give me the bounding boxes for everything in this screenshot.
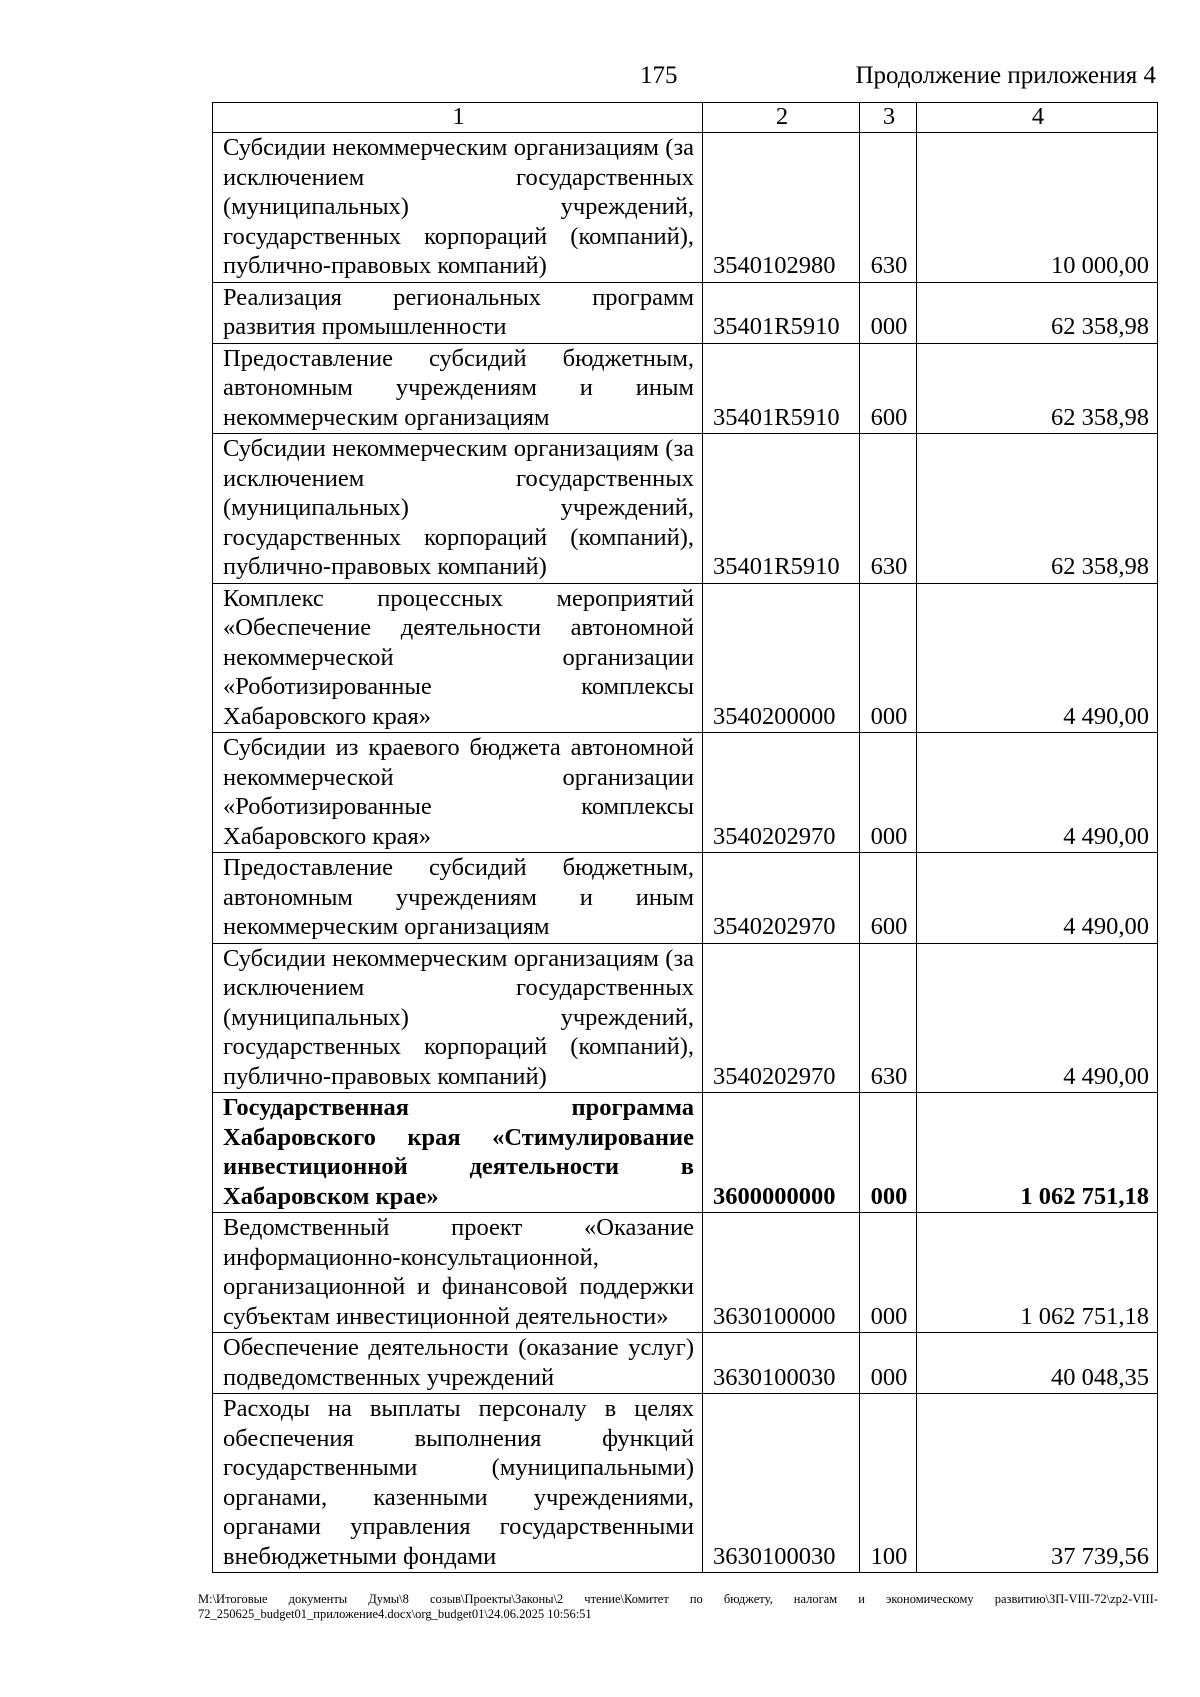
row-code-cell: 35401R5910 xyxy=(703,343,860,434)
row-sum-cell: 40 048,35 xyxy=(917,1333,1158,1394)
table-row xyxy=(213,282,1158,343)
table-row xyxy=(213,133,1158,283)
row-name-cell: Субсидии из краевого бюджета автономной некоммерческой организации «Роботизированные комплексы Хабаровского края» xyxy=(213,733,703,853)
row-name-cell: Ведомственный проект «Оказание информационно-консультационной, организационной и финансовой поддержки субъектам инвестиционной деятельности» xyxy=(213,1213,703,1333)
row-name-cell: Расходы на выплаты персоналу в целях обеспечения выполнения функций государственными (муниципальными) органами, казенными учреждениями, органами управления государственными внебюджетными фондами xyxy=(213,1394,703,1573)
table-row xyxy=(213,343,1158,434)
row-sum-cell: 62 358,98 xyxy=(917,282,1158,343)
row-type-cell: 000 xyxy=(860,583,917,733)
footer-file-path: М:\Итоговые документы Думы\8 созыв\Проекты\Законы\2 чтение\Комитет по бюджету, налогам и экономическому развитию\ЗП-VIII-72\zp2-VIII-72_250625_budget01_приложение4.docx\org_budget01\24.06.2025 10:56:51 xyxy=(198,1592,1158,1621)
row-type-cell: 000 xyxy=(860,282,917,343)
table-row xyxy=(213,1394,1158,1573)
row-code-cell: 3630100030 xyxy=(703,1333,860,1394)
row-name-cell: Государственная программа Хабаровского края «Стимулирование инвестиционной деятельности в Хабаровском крае» xyxy=(213,1093,703,1213)
table-row xyxy=(213,583,1158,733)
table-row xyxy=(213,733,1158,853)
table-row xyxy=(213,1333,1158,1394)
header-cell-1: 1 xyxy=(213,103,703,133)
row-name-cell: Субсидии некоммерческим организациям (за исключением государственных (муниципальных) учреждений, государственных корпораций (компаний), публично-правовых компаний) xyxy=(213,943,703,1093)
table-row xyxy=(213,434,1158,584)
row-sum-cell: 37 739,56 xyxy=(917,1394,1158,1573)
row-name-cell: Предоставление субсидий бюджетным, автономным учреждениям и иным некоммерческим организациям xyxy=(213,853,703,944)
budget-table xyxy=(212,102,1158,1573)
row-code-cell: 3600000000 xyxy=(703,1093,860,1213)
row-code-cell: 35401R5910 xyxy=(703,282,860,343)
table-row-program-total xyxy=(213,1093,1158,1213)
row-name-cell: Комплекс процессных мероприятий «Обеспечение деятельности автономной некоммерческой организации «Роботизированные комплексы Хабаровского края» xyxy=(213,583,703,733)
row-code-cell: 3630100000 xyxy=(703,1213,860,1333)
table-row xyxy=(213,943,1158,1093)
row-sum-cell: 4 490,00 xyxy=(917,943,1158,1093)
row-sum-cell: 1 062 751,18 xyxy=(917,1093,1158,1213)
row-sum-cell: 4 490,00 xyxy=(917,583,1158,733)
row-code-cell: 3540200000 xyxy=(703,583,860,733)
row-type-cell: 100 xyxy=(860,1394,917,1573)
row-sum-cell: 62 358,98 xyxy=(917,343,1158,434)
header-cell-3: 3 xyxy=(860,103,917,133)
page-number: 175 xyxy=(640,62,678,89)
row-type-cell: 630 xyxy=(860,943,917,1093)
header-cell-2: 2 xyxy=(703,103,860,133)
row-name-cell: Реализация региональных программ развития промышленности xyxy=(213,282,703,343)
row-name-cell: Субсидии некоммерческим организациям (за исключением государственных (муниципальных) учреждений, государственных корпораций (компаний), публично-правовых компаний) xyxy=(213,133,703,283)
row-code-cell: 3540202970 xyxy=(703,853,860,944)
row-type-cell: 000 xyxy=(860,1213,917,1333)
row-name-cell: Субсидии некоммерческим организациям (за исключением государственных (муниципальных) учреждений, государственных корпораций (компаний), публично-правовых компаний) xyxy=(213,434,703,584)
continuation-label: Продолжение приложения 4 xyxy=(855,62,1156,89)
row-code-cell: 35401R5910 xyxy=(703,434,860,584)
row-sum-cell: 4 490,00 xyxy=(917,733,1158,853)
table-body xyxy=(213,133,1158,1573)
row-type-cell: 600 xyxy=(860,853,917,944)
row-sum-cell: 10 000,00 xyxy=(917,133,1158,283)
row-sum-cell: 62 358,98 xyxy=(917,434,1158,584)
row-name-cell: Предоставление субсидий бюджетным, автономным учреждениям и иным некоммерческим организациям xyxy=(213,343,703,434)
row-code-cell: 3540202970 xyxy=(703,733,860,853)
row-type-cell: 000 xyxy=(860,1093,917,1213)
row-type-cell: 000 xyxy=(860,1333,917,1394)
table-row xyxy=(213,853,1158,944)
table-row xyxy=(213,1213,1158,1333)
row-name-cell: Обеспечение деятельности (оказание услуг) подведомственных учреждений xyxy=(213,1333,703,1394)
header-row xyxy=(213,103,1158,133)
row-sum-cell: 1 062 751,18 xyxy=(917,1213,1158,1333)
row-code-cell: 3540102980 xyxy=(703,133,860,283)
row-sum-cell: 4 490,00 xyxy=(917,853,1158,944)
row-type-cell: 630 xyxy=(860,133,917,283)
row-type-cell: 000 xyxy=(860,733,917,853)
row-type-cell: 630 xyxy=(860,434,917,584)
row-type-cell: 600 xyxy=(860,343,917,434)
header-cell-4: 4 xyxy=(917,103,1158,133)
row-code-cell: 3540202970 xyxy=(703,943,860,1093)
row-code-cell: 3630100030 xyxy=(703,1394,860,1573)
